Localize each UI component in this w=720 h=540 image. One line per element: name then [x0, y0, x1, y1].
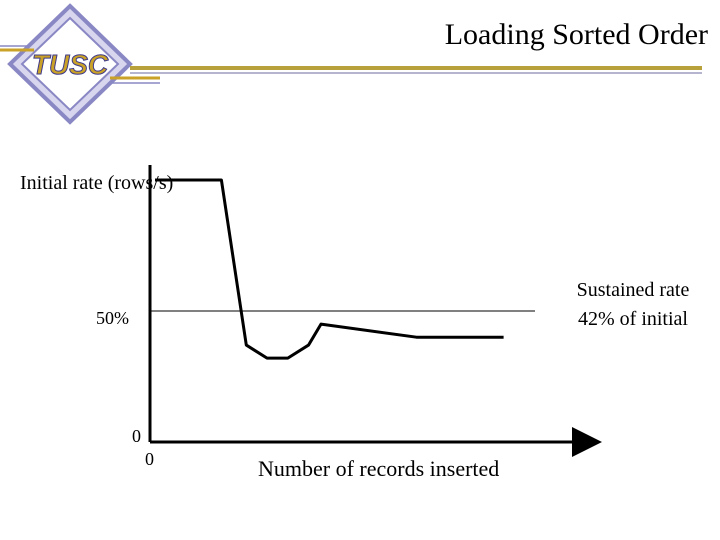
slide-title: Loading Sorted Order [444, 18, 708, 51]
logo-text: TUSC [31, 49, 109, 80]
y-tick-0: 0 [132, 426, 141, 446]
y-tick-50: 50% [96, 308, 129, 328]
sustained-rate-annotation: Sustained rate 42% of initial [576, 279, 690, 330]
x-tick-0: 0 [145, 449, 154, 469]
series-line-0 [155, 180, 504, 358]
x-axis-label: Number of records inserted [258, 456, 500, 481]
y-axis-label: Initial rate (rows/s) [20, 172, 174, 194]
